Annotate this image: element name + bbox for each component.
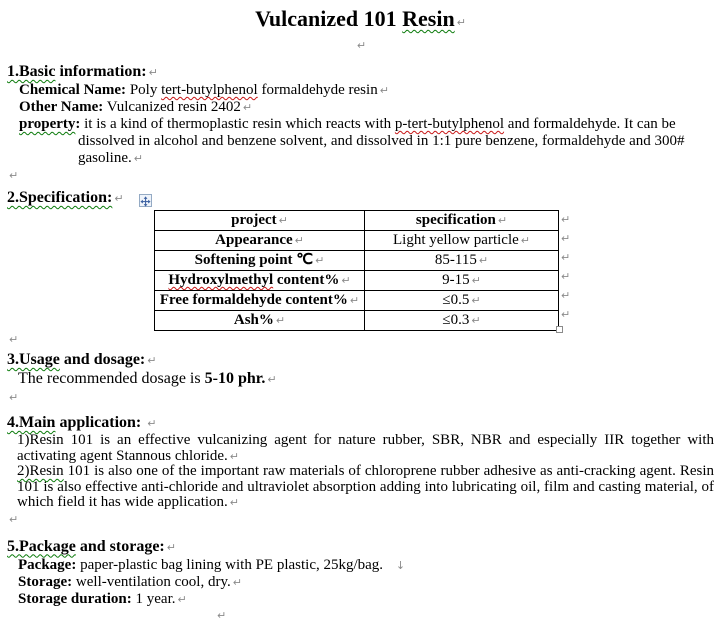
paragraph-mark: ↵ [356,39,367,52]
property-label-colon: : [75,116,81,132]
storage-duration-label: Storage duration: [18,590,132,607]
grammar-flagged-text: 2)Resin [17,463,64,479]
row-label: Ash% [233,312,274,328]
table-row [155,271,559,291]
application-text: 101 is also one of the important raw materials of chloroprene rubber adhesive as anti-cracking agent. Resin 101 is also effective anti-chloride and ultraviolet absorption adding into lubricating oil, film and casting material, of which field it has wide application. [17,463,714,510]
section-4-heading [7,414,714,433]
cell-mark: ↵ [275,314,286,327]
paragraph-mark: ↵ [147,417,157,430]
application-text: 1)Resin 101 is an effective vulcanizing agent for nature rubber, SBR, NBR and especially IIR together with activating agent Stannous chloride. [17,432,714,464]
end-of-row-mark: ↵ [561,213,571,226]
heading-grammar-flagged: 5.Package [7,537,76,555]
paragraph-mark: ↵ [114,192,124,205]
cell-mark: ↵ [478,254,489,267]
row-label-spelling-flagged: Hydroxylmethyl [168,272,274,288]
title-text: Vulcanized 101 [255,6,403,31]
empty-paragraph [7,36,714,54]
heading-text: application: [55,414,146,431]
paragraph-mark: ↵ [242,101,253,114]
cell-hydroxylmethyl[interactable] [155,271,365,291]
storage-label: Storage: [18,573,73,590]
table-row [155,251,559,271]
paragraph-mark: ↵ [9,333,19,346]
cell-mark: ↵ [294,234,304,247]
empty-paragraph [7,389,714,406]
paragraph-mark: ↵ [9,391,19,404]
table-move-cross-icon [140,196,151,207]
paragraph-mark: ↵ [267,373,277,386]
heading-text: and storage: [75,537,165,555]
paragraph-mark: ↵ [229,496,239,509]
cell-free-formaldehyde[interactable] [155,291,365,311]
spelling-flagged-word: p-tert-butylphenol [394,116,505,132]
row-value: 9-15 [442,272,470,288]
package-label: Package: [18,556,77,573]
paragraph-mark: ↵ [229,449,239,463]
other-name-value: Vulcanized resin 2402 [103,99,241,115]
cell-ash[interactable] [155,311,365,331]
property-paragraph [19,116,714,167]
row-value: ≤0.5 [442,292,470,308]
cell-mark: ↵ [315,254,325,267]
application-paragraph-1 [17,433,714,464]
package-line [18,557,714,574]
heading-grammar-flagged: 1.Basic [7,63,56,80]
cell-mark: ↵ [278,214,288,227]
chemical-name-label: Chemical Name: [19,82,127,98]
table-row [155,311,559,331]
heading-grammar-flagged: 4.Main [7,414,56,431]
row-label: Softening point ℃ [194,252,314,268]
chemical-name-line [19,82,714,99]
end-of-row-mark: ↵ [561,232,571,245]
heading-text: and dosage: [59,351,146,368]
paragraph-mark: ↵ [147,354,157,367]
storage-duration-line [18,591,714,608]
other-name-label: Other Name: [19,99,104,115]
end-of-row-mark: ↵ [561,289,571,302]
chemical-name-value: Poly [126,82,162,98]
chemical-name-value: formaldehyde resin [257,82,378,98]
cell-free-formaldehyde-value[interactable] [365,291,559,311]
paragraph-mark: ↵ [232,575,242,589]
heading-text: information: [55,63,147,80]
other-name-line [19,99,714,116]
specification-table-wrap [154,210,571,331]
property-text: and formaldehyde. It can be dissolved in alcohol and benzene solvent, and dissolved in 1:1 pure benzene, formaldehyde and 300# gasoline. [78,116,685,166]
cell-ash-value[interactable] [365,311,559,331]
table-row [155,231,559,251]
empty-paragraph [7,511,714,528]
paragraph-mark: ↵ [456,16,466,29]
cell-appearance-value[interactable] [365,231,559,251]
cell-hydroxylmethyl-value[interactable] [365,271,559,291]
paragraph-mark: ↵ [379,84,389,97]
section-1-heading [7,63,714,82]
paragraph-mark: ↵ [148,66,158,79]
storage-value: well-ventilation cool, dry. [72,573,231,590]
specification-table [154,210,559,331]
storage-duration-value: 1 year. [131,590,176,607]
cell-softening-point[interactable] [155,251,365,271]
dosage-line [18,370,714,389]
section-3-heading [7,351,714,370]
column-header: specification [415,212,496,228]
cell-specification-header[interactable] [365,211,559,231]
property-label-grammar-flagged: property [19,116,76,132]
paragraph-mark: ↵ [166,540,176,554]
table-row [155,291,559,311]
cell-softening-point-value[interactable] [365,251,559,271]
title-text-grammar-flagged: Resin [402,6,455,31]
cell-mark: ↵ [471,294,481,307]
table-header-row [155,211,559,231]
section-2-heading [7,189,714,208]
table-resize-handle[interactable] [556,326,563,333]
property-text: it is a kind of thermoplastic resin which reacts with [80,116,395,132]
end-of-row-mark: ↵ [561,251,571,264]
cell-mark: ↵ [471,274,481,287]
dosage-text: The recommended dosage is [18,370,205,387]
application-paragraph-2 [17,464,714,511]
dosage-value: 5-10 phr. [204,370,266,387]
cell-appearance[interactable] [155,231,365,251]
package-value: paper-plastic bag lining with PE plastic, 25kg/bag. [76,556,387,573]
cell-mark: ↵ [471,314,481,327]
column-header: project [231,212,277,228]
empty-paragraph [7,331,714,348]
paragraph-mark: ↵ [133,152,143,165]
row-value: Light yellow particle [392,232,519,248]
cell-project-header[interactable] [155,211,365,231]
empty-paragraph [7,167,714,184]
cell-mark: ↵ [341,274,351,287]
end-of-row-mark: ↵ [561,270,571,283]
paragraph-mark: ↵ [177,592,187,606]
end-of-row-mark: ↵ [561,308,571,321]
cell-mark: ↵ [497,214,508,227]
paragraph-mark: ↵ [9,169,19,182]
row-label: Appearance [215,232,293,248]
document-title [7,5,714,36]
heading-grammar-flagged: 2.Specification: [7,189,113,206]
paragraph-mark: ↵ [9,512,19,526]
paragraph-mark: ↵ [217,608,227,622]
spelling-flagged-word: tert-butylphenol [161,82,258,98]
heading-grammar-flagged: 3.Usage [7,351,60,368]
section-5-heading [7,538,714,557]
cell-mark: ↵ [349,294,360,307]
line-break-mark: ↓ [395,558,406,572]
empty-paragraph [215,608,714,622]
row-value: ≤0.3 [442,312,470,328]
storage-line [18,574,714,591]
row-value: 85-115 [434,252,477,268]
row-label: Free formaldehyde content% [159,292,348,308]
cell-mark: ↵ [520,234,530,247]
table-move-handle[interactable] [139,194,152,207]
row-label: content% [273,272,340,288]
